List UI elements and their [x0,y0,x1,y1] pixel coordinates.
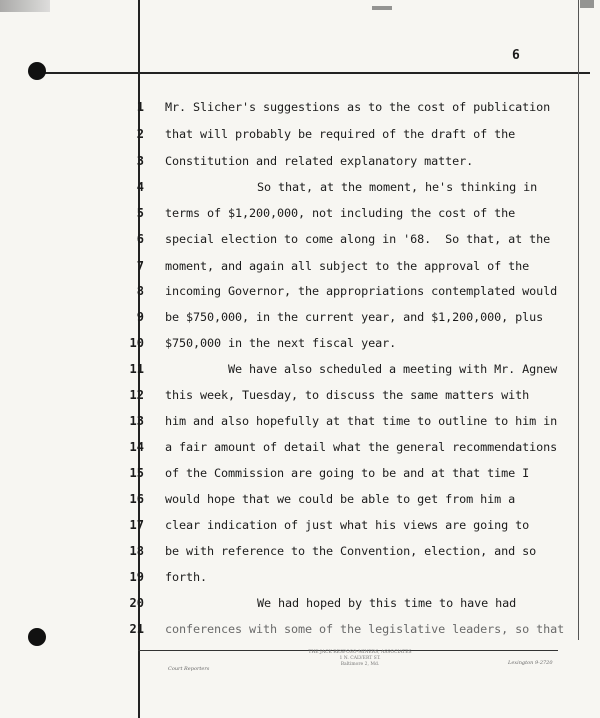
line-text: Constitution and related explanatory matter. [165,154,474,168]
line-text: Mr. Slicher's suggestions as to the cost of publication [165,100,551,114]
line-text: So that, at the moment, he's thinking in [257,180,538,194]
page-number: 6 [512,48,520,63]
scan-artifact [0,0,50,12]
line-number: 7 [136,259,144,273]
transcript-line [0,204,600,222]
transcript-line [0,125,600,143]
transcript-line [0,412,600,430]
line-number: 8 [136,284,144,298]
transcript-line [0,178,600,196]
transcript-line [0,334,600,352]
transcript-line [0,98,600,116]
line-text: clear indication of just what his views are going to [165,518,530,532]
line-text: a fair amount of detail what the general recommendations [165,440,558,454]
line-number: 5 [136,206,144,220]
transcript-line [0,257,600,275]
line-text: this week, Tuesday, to discuss the same matters with [165,388,530,402]
transcript-line [0,438,600,456]
line-text: We have also scheduled a meeting with Mr. Agnew [228,362,558,376]
footer-court-reporters: Court Reporters [168,666,210,672]
transcript-line [0,464,600,482]
footer-phone: Lexington 9-2720 [508,660,553,666]
transcript-line [0,152,600,170]
transcript-line [0,360,600,378]
line-text: him and also hopefully at that time to outline to him in [165,414,558,428]
transcript-line [0,282,600,300]
transcript-line [0,568,600,586]
line-text: terms of $1,200,000, not including the cost of the [165,206,516,220]
line-number: 20 [129,596,144,610]
footer-reporter-address [280,650,440,668]
line-text: forth. [165,570,208,584]
line-text: $750,000 in the next fiscal year. [165,336,397,350]
footer-address-line: Baltimore 2, Md. [340,662,380,667]
line-number: 4 [136,180,144,194]
line-text: be with reference to the Convention, election, and so [165,544,537,558]
line-text: conferences with some of the legislative leaders, so that [165,622,565,636]
transcript-line [0,308,600,326]
line-number: 18 [129,544,144,558]
line-text: that will probably be required of the draft of the [165,127,516,141]
transcript-line [0,542,600,560]
line-number: 11 [129,362,144,376]
line-text: would hope that we could be able to get from him a [165,492,516,506]
line-number: 17 [129,518,144,532]
line-text: be $750,000, in the current year, and $1,200,000, plus [165,310,544,324]
scan-speckle [580,0,594,8]
line-number: 13 [129,414,144,428]
line-number: 6 [136,232,144,246]
line-number: 2 [136,127,144,141]
line-number: 14 [129,440,144,454]
transcript-line [0,620,600,638]
transcript-line [0,230,600,248]
header-rule [30,72,590,74]
line-text: of the Commission are going to be and at that time I [165,466,530,480]
transcript-line [0,594,600,612]
line-number: 9 [136,310,144,324]
line-text: incoming Governor, the appropriations contemplated would [165,284,558,298]
transcript-line [0,516,600,534]
footer-address-line: THE JACK RESPOSO-MINERS, ASSOCIATES [308,650,412,655]
line-number: 19 [129,570,144,584]
line-number: 10 [129,336,144,350]
line-number: 21 [129,622,144,636]
scan-speckle [372,6,392,10]
line-text: special election to come along in '68. So that, at the [165,232,551,246]
transcript-line [0,490,600,508]
transcript-line [0,386,600,404]
line-number: 12 [129,388,144,402]
line-text: moment, and again all subject to the approval of the [165,259,530,273]
punch-hole-top [28,62,46,80]
line-number: 1 [136,100,144,114]
line-text: We had hoped by this time to have had [257,596,517,610]
line-number: 15 [129,466,144,480]
line-number: 16 [129,492,144,506]
footer-address-line: 1 N. CALVERT ST. [339,656,381,661]
line-number: 3 [136,154,144,168]
